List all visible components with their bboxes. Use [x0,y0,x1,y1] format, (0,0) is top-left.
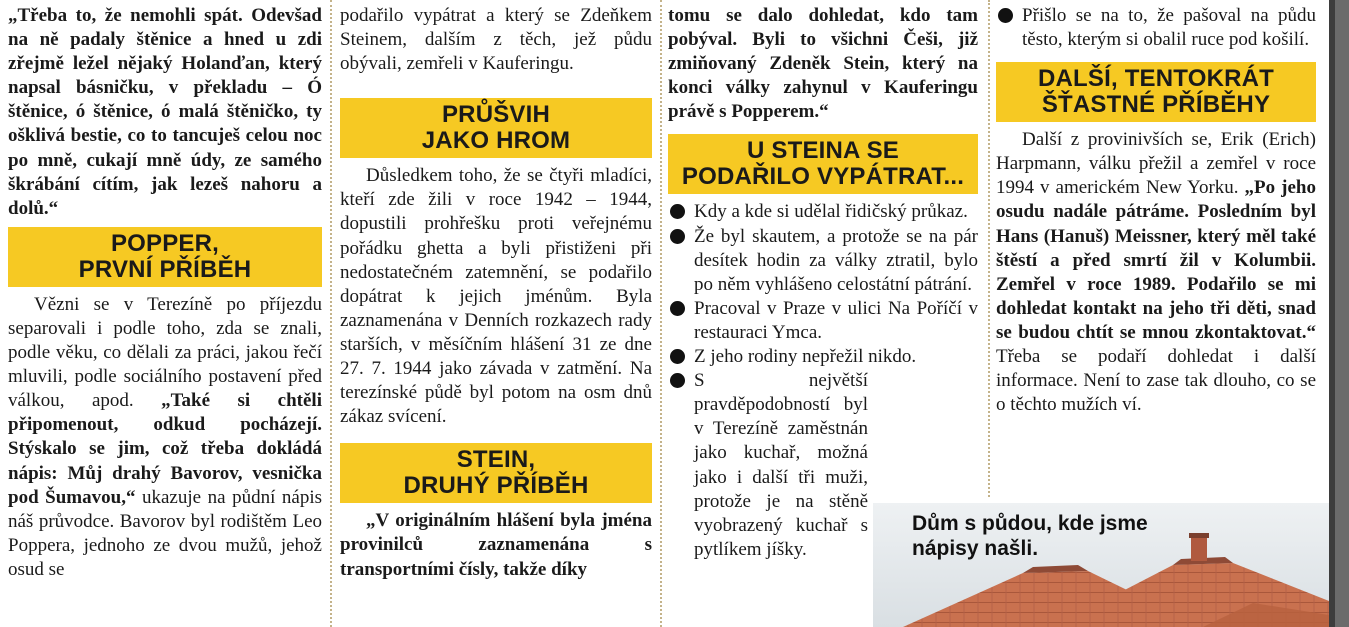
dalsi-paragraph: Další z provinivších se, Erik (Erich) Harpmann, válku přežil a zemřel v roce 1994 v americkém New Yorku. „Po jeho osudu nadále pátráme. Posledním byl Hans (Hanuš) Meissner, který měl také štěstí a před smrtí žil v Kolumbii. Zemřel v roce 1989. Podařilo se mi dohledat kontakt na jeho tři děti, snad se budou chtít se mnou zkontaktovat.“ Třeba se podaří dohledat i další informace. Není to zase tak dlouho, co se o těchto mužích ví. [996,129,1316,416]
bullet-icon [998,8,1013,23]
photo-caption: Dům s půdou, kde jsme nápisy našli. [912,512,1148,560]
heading-popper: POPPER, PRVNÍ PŘÍBĚH [8,227,322,287]
page-edge-shadow [1329,0,1335,627]
list-item: Pracoval v Praze v ulici Na Poříčí v restauraci Ymca. [668,297,978,345]
column-separator [988,0,990,497]
col3-top-quote: tomu se dalo dohledat, kdo tam pobýval. Byli to všichni Češi, již zmiňovaný Zdeněk Stein, který na konci války zahynul v Kauferingu právě s Popperem.“ [668,5,978,123]
bullet-icon [670,229,685,244]
bullet-icon [670,373,685,388]
bullet-icon [670,301,685,316]
heading-prusvih: PRŮŠVIH JAKO HROM [340,98,652,158]
bullet-icon [670,349,685,364]
heading-u-steina: U STEINA SE PODAŘILO VYPÁTRAT... [668,134,978,194]
column-4 [996,0,1316,500]
list-item: Přišlo se na to, že pašoval na půdu těsto, kterým si obalil ruce pod košilí. [996,4,1316,52]
list-item: Že byl skautem, a protože se na pár desítek hodin za války ztratil, bylo po něm vyhlášeno celostátní pátrání. [668,225,978,297]
heading-dalsi: DALŠÍ, TENTOKRÁT ŠŤASTNÉ PŘÍBĚHY [996,62,1316,122]
column-1 [8,0,322,627]
intro-quote: „Třeba to, že nemohli spát. Odevšad na ně padaly štěnice a hned u zdi zřejmě ležel nějaký Holanďan, který napsal básničku, v překladu – Ó štěnice, ó štěnice, ó malá štěničko, ty ošklivá bestie, co to tancuješ celou noc po mně, cukají mně údy, ze samého škrábání cítím, jak lezeš nahoru a dolů.“ [8,5,322,219]
list-item: Kdy a kde si udělal řidičský průkaz. [668,200,978,224]
col2-top-paragraph: podařilo vypátrat a který se Zdeňkem Steinem, dalším z těch, jež půdu obývali, zemřeli v Kauferingu. [340,5,652,75]
list-item: Z jeho rodiny nepřežil nikdo. [668,345,978,369]
smuggling-list [996,4,1316,52]
column-separator [660,0,662,627]
list-item: S největší pravděpodobností byl v Terezíně zaměstnán jako kuchař, možná jako i další tři muži, protože je na stěně vyobrazený kuchař s pytlíkem jíšky. [668,369,978,562]
popper-paragraph: Vězni se v Terezíně po příjezdu separovali i podle toho, zda se znali, podle věku, co dělali za práci, jakou řečí mluvili, podle sociálního postavení před válkou, apod. „Také si chtěli připomenout, odkud pocházejí. Stýskalo se jim, což třeba dokládá nápis: Můj drahý Bavorov, vesnička pod Šumavou,“ ukazuje na půdní nápis náš průvodce. Bavorov byl rodištěm Leo Poppera, jednoho ze dvou mužů, jehož osud se [8,293,322,580]
bullet-icon [670,204,685,219]
prusvih-paragraph: Důsledkem toho, že se čtyři mladíci, kteří zde žili v roce 1942 – 1944, dopustili prohřešku proti veřejnému pořádku ghetta a byli přistiženi při nedostatečném zatemnění, se podařilo dopátrat k jejich jménům. Byla zaznamenána v Denních rozkazech rady starších, v měsíčním hlášení 31 ze dne 27. 7. 1944 jako závada v zatmění. Na terezínské půdě byl potom na osm dnů zákaz svícení. [340,165,652,428]
column-2 [340,0,652,627]
heading-stein: STEIN, DRUHÝ PŘÍBĚH [340,443,652,503]
column-separator [330,0,332,627]
stein-quote: „V originálním hlášení byla jména provinilců zaznamenána s transportními čísly, takže díky [340,510,652,580]
